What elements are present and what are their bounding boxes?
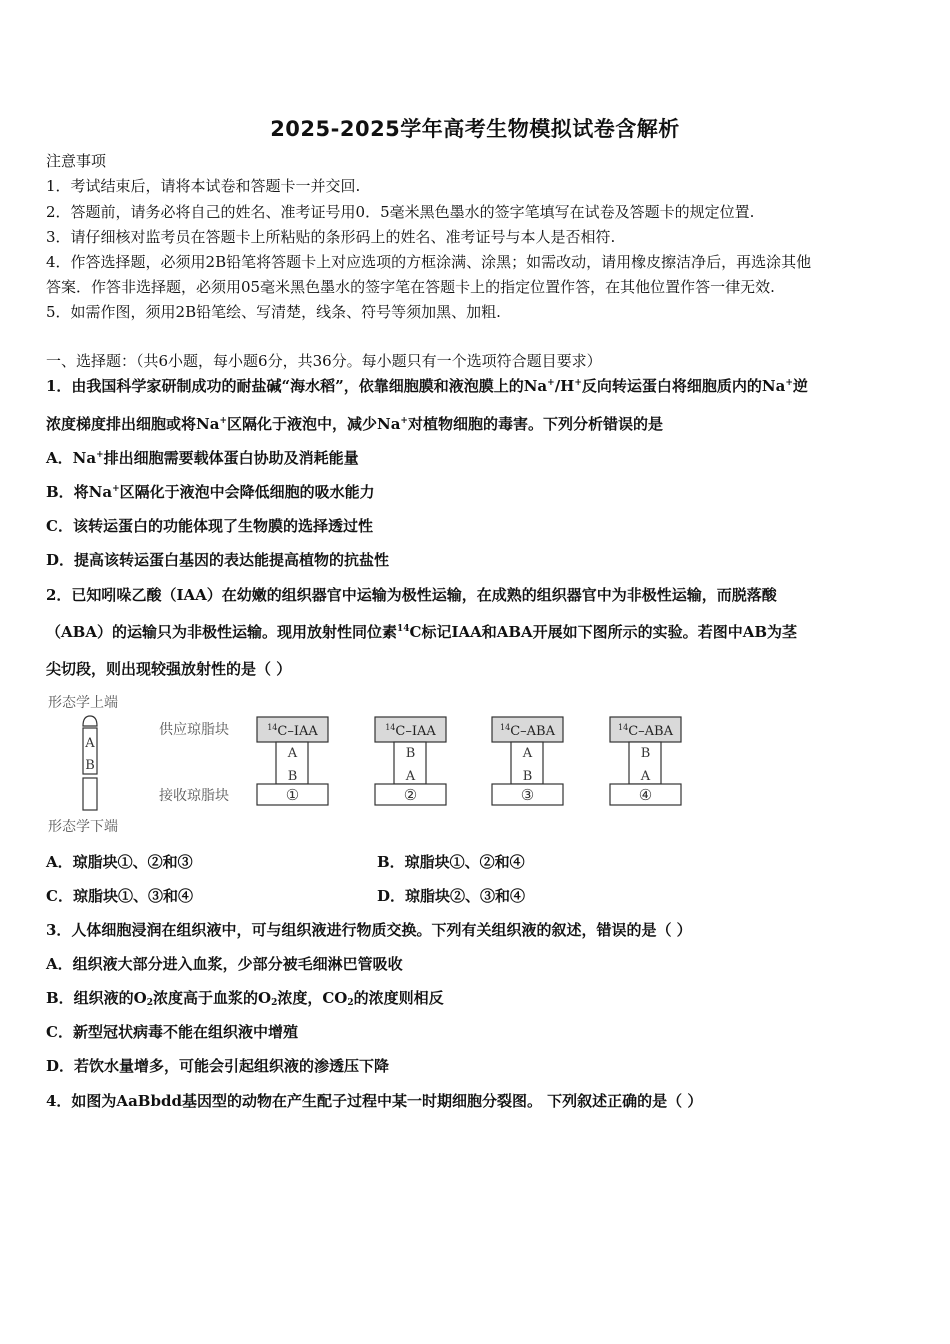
q1-option-c: C．该转运蛋白的功能体现了生物膜的选择透过性 bbox=[46, 517, 373, 535]
segment-upper-label: A bbox=[287, 746, 298, 761]
q2-option-d: D．琼脂块②、③和④ bbox=[377, 887, 526, 905]
segment-lower-label: A bbox=[405, 769, 416, 784]
section-heading: 一、选择题：（共6小题，每小题6分，共36分。每小题只有一个选项符合题目要求） bbox=[46, 352, 602, 370]
setup-3 bbox=[492, 717, 563, 805]
supply-block-label: 供应琼脂块 bbox=[159, 722, 229, 738]
supply-block-text: $^{14}$C–IAA bbox=[385, 723, 436, 739]
segment-lower-label: B bbox=[522, 769, 533, 784]
notice-item-1: 1．考试结束后，请将本试卷和答题卡一并交回. bbox=[46, 177, 361, 195]
q3-option-d: D．若饮水量增多，可能会引起组织液的渗透压下降 bbox=[46, 1057, 390, 1075]
setup-4 bbox=[610, 717, 681, 805]
notice-item-4: 4．作答选择题，必须用2B铅笔将答题卡上对应选项的方框涂满、涂黑；如需改动，请用橡皮擦洁净后，再选涂其他 bbox=[46, 253, 812, 271]
q2-option-c: C．琼脂块①、③和④ bbox=[46, 887, 193, 905]
q1-option-a: A．Na+排出细胞需要载体蛋白协助及消耗能量 bbox=[46, 449, 359, 467]
receiver-block-label: ③ bbox=[520, 786, 535, 804]
supply-block-text: $^{14}$C–ABA bbox=[500, 723, 555, 739]
stem-lower-segment bbox=[83, 778, 97, 810]
receiver-block-label: ② bbox=[403, 786, 418, 804]
q2-stem-line3: 尖切段，则出现较强放射性的是（ ） bbox=[46, 660, 292, 678]
segment-upper-label: B bbox=[405, 746, 416, 761]
setup-2 bbox=[375, 717, 446, 805]
figure-top-label: 形态学上端 bbox=[48, 695, 118, 711]
q3-stem: 3．人体细胞浸润在组织液中，可与组织液进行物质交换。下列有关组织液的叙述，错误的是（ ） bbox=[46, 921, 692, 939]
q1-stem-line1: 1．由我国科学家研制成功的耐盐碱“海水稻”，依靠细胞膜和液泡膜上的Na+/H+反向转运蛋白将细胞质内的Na+逆 bbox=[46, 377, 808, 395]
segment-lower-label: B bbox=[287, 769, 298, 784]
supply-block-text: $^{14}$C–IAA bbox=[267, 723, 318, 739]
q2-option-b: B．琼脂块①、②和④ bbox=[377, 853, 525, 871]
stem-label-b: B bbox=[85, 758, 95, 773]
page-title: 2025-2025学年高考生物模拟试卷含解析 bbox=[270, 117, 680, 141]
q4-stem: 4．如图为AaBbdd基因型的动物在产生配子过程中某一时期细胞分裂图。 下列叙述正确的是（ ） bbox=[46, 1092, 703, 1110]
setup-1 bbox=[257, 717, 328, 805]
q2-experiment-figure bbox=[44, 690, 704, 840]
notice-item-4-cont: 答案．作答非选择题，必须用05毫米黑色墨水的签字笔在答题卡上的指定位置作答，在其他位置作答一律无效. bbox=[46, 278, 775, 296]
q1-option-d: D．提高该转运蛋白基因的表达能提高植物的抗盐性 bbox=[46, 551, 390, 569]
receive-block-label: 接收琼脂块 bbox=[159, 788, 229, 804]
q2-option-a: A．琼脂块①、②和③ bbox=[46, 853, 193, 871]
q1-option-b: B．将Na+区隔化于液泡中会降低细胞的吸水能力 bbox=[46, 483, 375, 501]
notice-item-3: 3．请仔细核对监考员在答题卡上所粘贴的条形码上的姓名、准考证号与本人是否相符. bbox=[46, 228, 616, 246]
q2-stem-line2: （ABA）的运输只为非极性运输。现用放射性同位素$^{14}$C标记IAA和ABA开展如下图所示的实验。若图中AB为茎 bbox=[46, 623, 798, 641]
q2-stem-line1: 2．已知吲哚乙酸（IAA）在幼嫩的组织器官中运输为极性运输，在成熟的组织器官中为非极性运输，而脱落酸 bbox=[46, 586, 777, 604]
figure-bottom-label: 形态学下端 bbox=[48, 819, 118, 835]
q3-option-c: C．新型冠状病毒不能在组织液中增殖 bbox=[46, 1023, 298, 1041]
notice-item-2: 2．答题前，请务必将自己的姓名、准考证号用0．5毫米黑色墨水的签字笔填写在试卷及答题卡的规定位置. bbox=[46, 203, 755, 221]
receiver-block-label: ① bbox=[285, 786, 300, 804]
stem-tip-shape bbox=[83, 716, 97, 726]
q3-option-a: A．组织液大部分进入血浆，少部分被毛细淋巴管吸收 bbox=[46, 955, 403, 973]
notice-item-5: 5．如需作图，须用2B铅笔绘、写清楚，线条、符号等须加黑、加粗. bbox=[46, 303, 501, 321]
q1-stem-line2: 浓度梯度排出细胞或将Na+区隔化于液泡中，减少Na+对植物细胞的毒害。下列分析错误的是 bbox=[46, 415, 663, 433]
notice-heading: 注意事项 bbox=[46, 152, 107, 170]
segment-lower-label: A bbox=[640, 769, 651, 784]
receiver-block-label: ④ bbox=[638, 786, 653, 804]
q3-option-b: B．组织液的$O_2$浓度高于血浆的$O_2$浓度，$CO_2$的浓度则相反 bbox=[46, 989, 444, 1008]
segment-upper-label: A bbox=[522, 746, 533, 761]
supply-block-text: $^{14}$C–ABA bbox=[618, 723, 673, 739]
segment-upper-label: B bbox=[640, 746, 651, 761]
stem-label-a: A bbox=[85, 736, 95, 751]
